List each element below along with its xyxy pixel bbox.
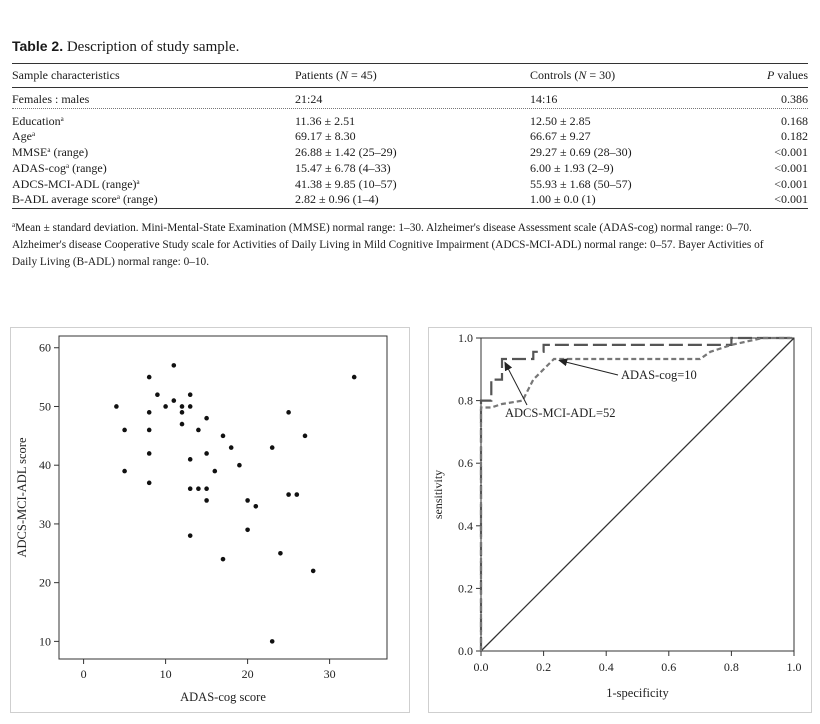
scatter-panel xyxy=(10,327,410,713)
data-point xyxy=(188,392,193,397)
row-pvalue: 0.386 xyxy=(781,92,808,106)
row-characteristic: ADCS-MCI-ADL (range)$^a$ xyxy=(12,177,140,191)
table-caption: Description of study sample. xyxy=(66,39,240,55)
data-point xyxy=(147,410,152,415)
data-point xyxy=(114,404,119,409)
row-patients: 26.88 ± 1.42 (25–29) xyxy=(295,145,397,159)
header-pvalue: P values xyxy=(767,68,808,82)
data-point xyxy=(180,422,185,427)
data-point xyxy=(196,428,201,433)
data-point xyxy=(188,486,193,491)
row-controls: 12.50 ± 2.85 xyxy=(530,114,591,128)
y-axis-label: ADCS-MCI-ADL score xyxy=(15,437,29,558)
x-axis-label: ADAS-cog score xyxy=(180,690,266,704)
y-tick-label: 50 xyxy=(39,399,51,414)
y-tick-label: 0.6 xyxy=(458,456,473,471)
table-top-rule xyxy=(12,63,808,64)
data-point xyxy=(188,533,193,538)
data-point xyxy=(122,469,127,474)
data-point xyxy=(204,498,209,503)
roc-plot xyxy=(429,328,811,712)
y-tick-label: 0.8 xyxy=(458,393,473,408)
data-point xyxy=(295,492,300,497)
annotation-label: ADCS-MCI-ADL=52 xyxy=(505,406,616,420)
data-point xyxy=(180,410,185,415)
row-pvalue: 0.168 xyxy=(781,114,808,128)
footnote-line: $^a$Mean ± standard deviation. Mini-Mental-State Examination (MMSE) normal range: 1–30. Alzheimer's disease Assessment scale (ADAS-cog) normal range: 0–70. xyxy=(12,221,752,234)
header-rule xyxy=(12,87,808,88)
row-patients: 15.47 ± 6.78 (4–33) xyxy=(295,161,391,175)
data-point xyxy=(204,486,209,491)
data-point xyxy=(254,504,259,509)
data-point xyxy=(286,410,291,415)
row-controls: 66.67 ± 9.27 xyxy=(530,129,591,143)
annotation-arrow xyxy=(505,362,527,405)
y-tick-label: 0.4 xyxy=(458,518,473,533)
row-pvalue: <0.001 xyxy=(774,192,808,206)
row-pvalue: <0.001 xyxy=(774,177,808,191)
data-point xyxy=(237,463,242,468)
data-point xyxy=(303,434,308,439)
header-characteristic: Sample characteristics xyxy=(12,68,120,82)
row-characteristic: ADAS-cog$^a$ (range) xyxy=(12,161,107,175)
row-pvalue: <0.001 xyxy=(774,161,808,175)
x-tick-label: 0.8 xyxy=(723,660,739,674)
x-axis-label: 1-specificity xyxy=(606,686,669,700)
table-bottom-rule xyxy=(12,208,808,209)
x-tick-label: 1.0 xyxy=(786,660,802,674)
data-point xyxy=(221,557,226,562)
y-tick-label: 10 xyxy=(39,634,51,649)
x-tick-label: 0.0 xyxy=(473,660,489,674)
data-point xyxy=(147,375,152,380)
row-controls: 55.93 ± 1.68 (50–57) xyxy=(530,177,632,191)
y-tick-label: 30 xyxy=(39,516,51,531)
data-point xyxy=(188,404,193,409)
x-tick-label: 0.2 xyxy=(536,660,552,674)
row-patients: 11.36 ± 2.51 xyxy=(295,114,356,128)
row-patients: 41.38 ± 9.85 (10–57) xyxy=(295,177,397,191)
y-tick-label: 60 xyxy=(39,340,51,355)
y-tick-label: 0.0 xyxy=(458,644,473,658)
data-point xyxy=(278,551,283,556)
row-separator xyxy=(12,108,808,109)
data-point xyxy=(229,445,234,450)
data-point xyxy=(196,486,201,491)
data-point xyxy=(213,469,218,474)
row-controls: 29.27 ± 0.69 (28–30) xyxy=(530,145,632,159)
table-title xyxy=(12,38,239,56)
row-pvalue: 0.182 xyxy=(781,129,808,143)
row-characteristic: MMSE$^a$ (range) xyxy=(12,145,89,159)
data-point xyxy=(147,428,152,433)
footnote-line: Alzheimer's disease Cooperative Study scale for Activities of Daily Living in Mild Cognitive Impairment (ADCS-MCI-ADL) normal range: 0–57. Bayer Activities of xyxy=(12,239,764,251)
annotation-label: ADAS-cog=10 xyxy=(621,368,697,382)
row-characteristic: Age$^a$ xyxy=(12,129,36,143)
data-point xyxy=(155,392,160,397)
header-patients: Patients (N = 45) xyxy=(295,68,377,82)
data-point xyxy=(245,528,250,533)
row-characteristic: Females : males xyxy=(12,92,90,106)
data-point xyxy=(188,457,193,462)
y-tick-label: 20 xyxy=(39,575,51,590)
y-tick-label: 1.0 xyxy=(458,331,473,345)
annotation-arrow xyxy=(559,360,618,375)
data-point xyxy=(270,445,275,450)
data-point xyxy=(122,428,127,433)
row-pvalue: <0.001 xyxy=(774,145,808,159)
data-point xyxy=(245,498,250,503)
row-characteristic: B-ADL average score$^a$ (range) xyxy=(12,192,158,206)
y-tick-label: 0.2 xyxy=(458,581,473,596)
scatter-plot xyxy=(11,328,409,712)
footnote-marker: a xyxy=(12,221,16,229)
x-tick-label: 20 xyxy=(241,667,254,681)
data-point xyxy=(180,404,185,409)
data-point xyxy=(172,363,177,368)
row-patients: 2.82 ± 0.96 (1–4) xyxy=(295,192,379,206)
row-controls: 6.00 ± 1.93 (2–9) xyxy=(530,161,614,175)
data-point xyxy=(311,569,316,574)
data-point xyxy=(221,434,226,439)
data-point xyxy=(286,492,291,497)
row-controls: 1.00 ± 0.0 (1) xyxy=(530,192,596,206)
footnote-line: Daily Living (B-ADL) normal range: 0–10. xyxy=(12,256,210,268)
roc-panel xyxy=(428,327,812,713)
x-tick-label: 0.6 xyxy=(661,660,677,674)
row-characteristic: Education$^a$ xyxy=(12,114,64,128)
row-patients: 21:24 xyxy=(295,92,323,106)
row-patients: 69.17 ± 8.30 xyxy=(295,129,356,143)
x-tick-label: 0.4 xyxy=(598,660,614,674)
data-point xyxy=(172,398,177,403)
data-point xyxy=(204,416,209,421)
x-tick-label: 30 xyxy=(323,667,336,681)
data-point xyxy=(147,451,152,456)
x-tick-label: 0 xyxy=(80,667,87,681)
reference-diagonal xyxy=(481,338,794,651)
data-point xyxy=(270,639,275,644)
y-axis-label: sensitivity xyxy=(431,469,445,520)
data-point xyxy=(147,481,152,486)
x-tick-label: 10 xyxy=(159,667,172,681)
row-controls: 14:16 xyxy=(530,92,558,106)
data-point xyxy=(204,451,209,456)
plot-frame xyxy=(59,336,387,659)
table-label: Table 2. xyxy=(12,38,64,54)
data-point xyxy=(352,375,357,380)
y-tick-label: 40 xyxy=(39,458,51,473)
data-point xyxy=(163,404,168,409)
header-controls: Controls (N = 30) xyxy=(530,68,616,82)
table-footnote xyxy=(12,220,812,271)
